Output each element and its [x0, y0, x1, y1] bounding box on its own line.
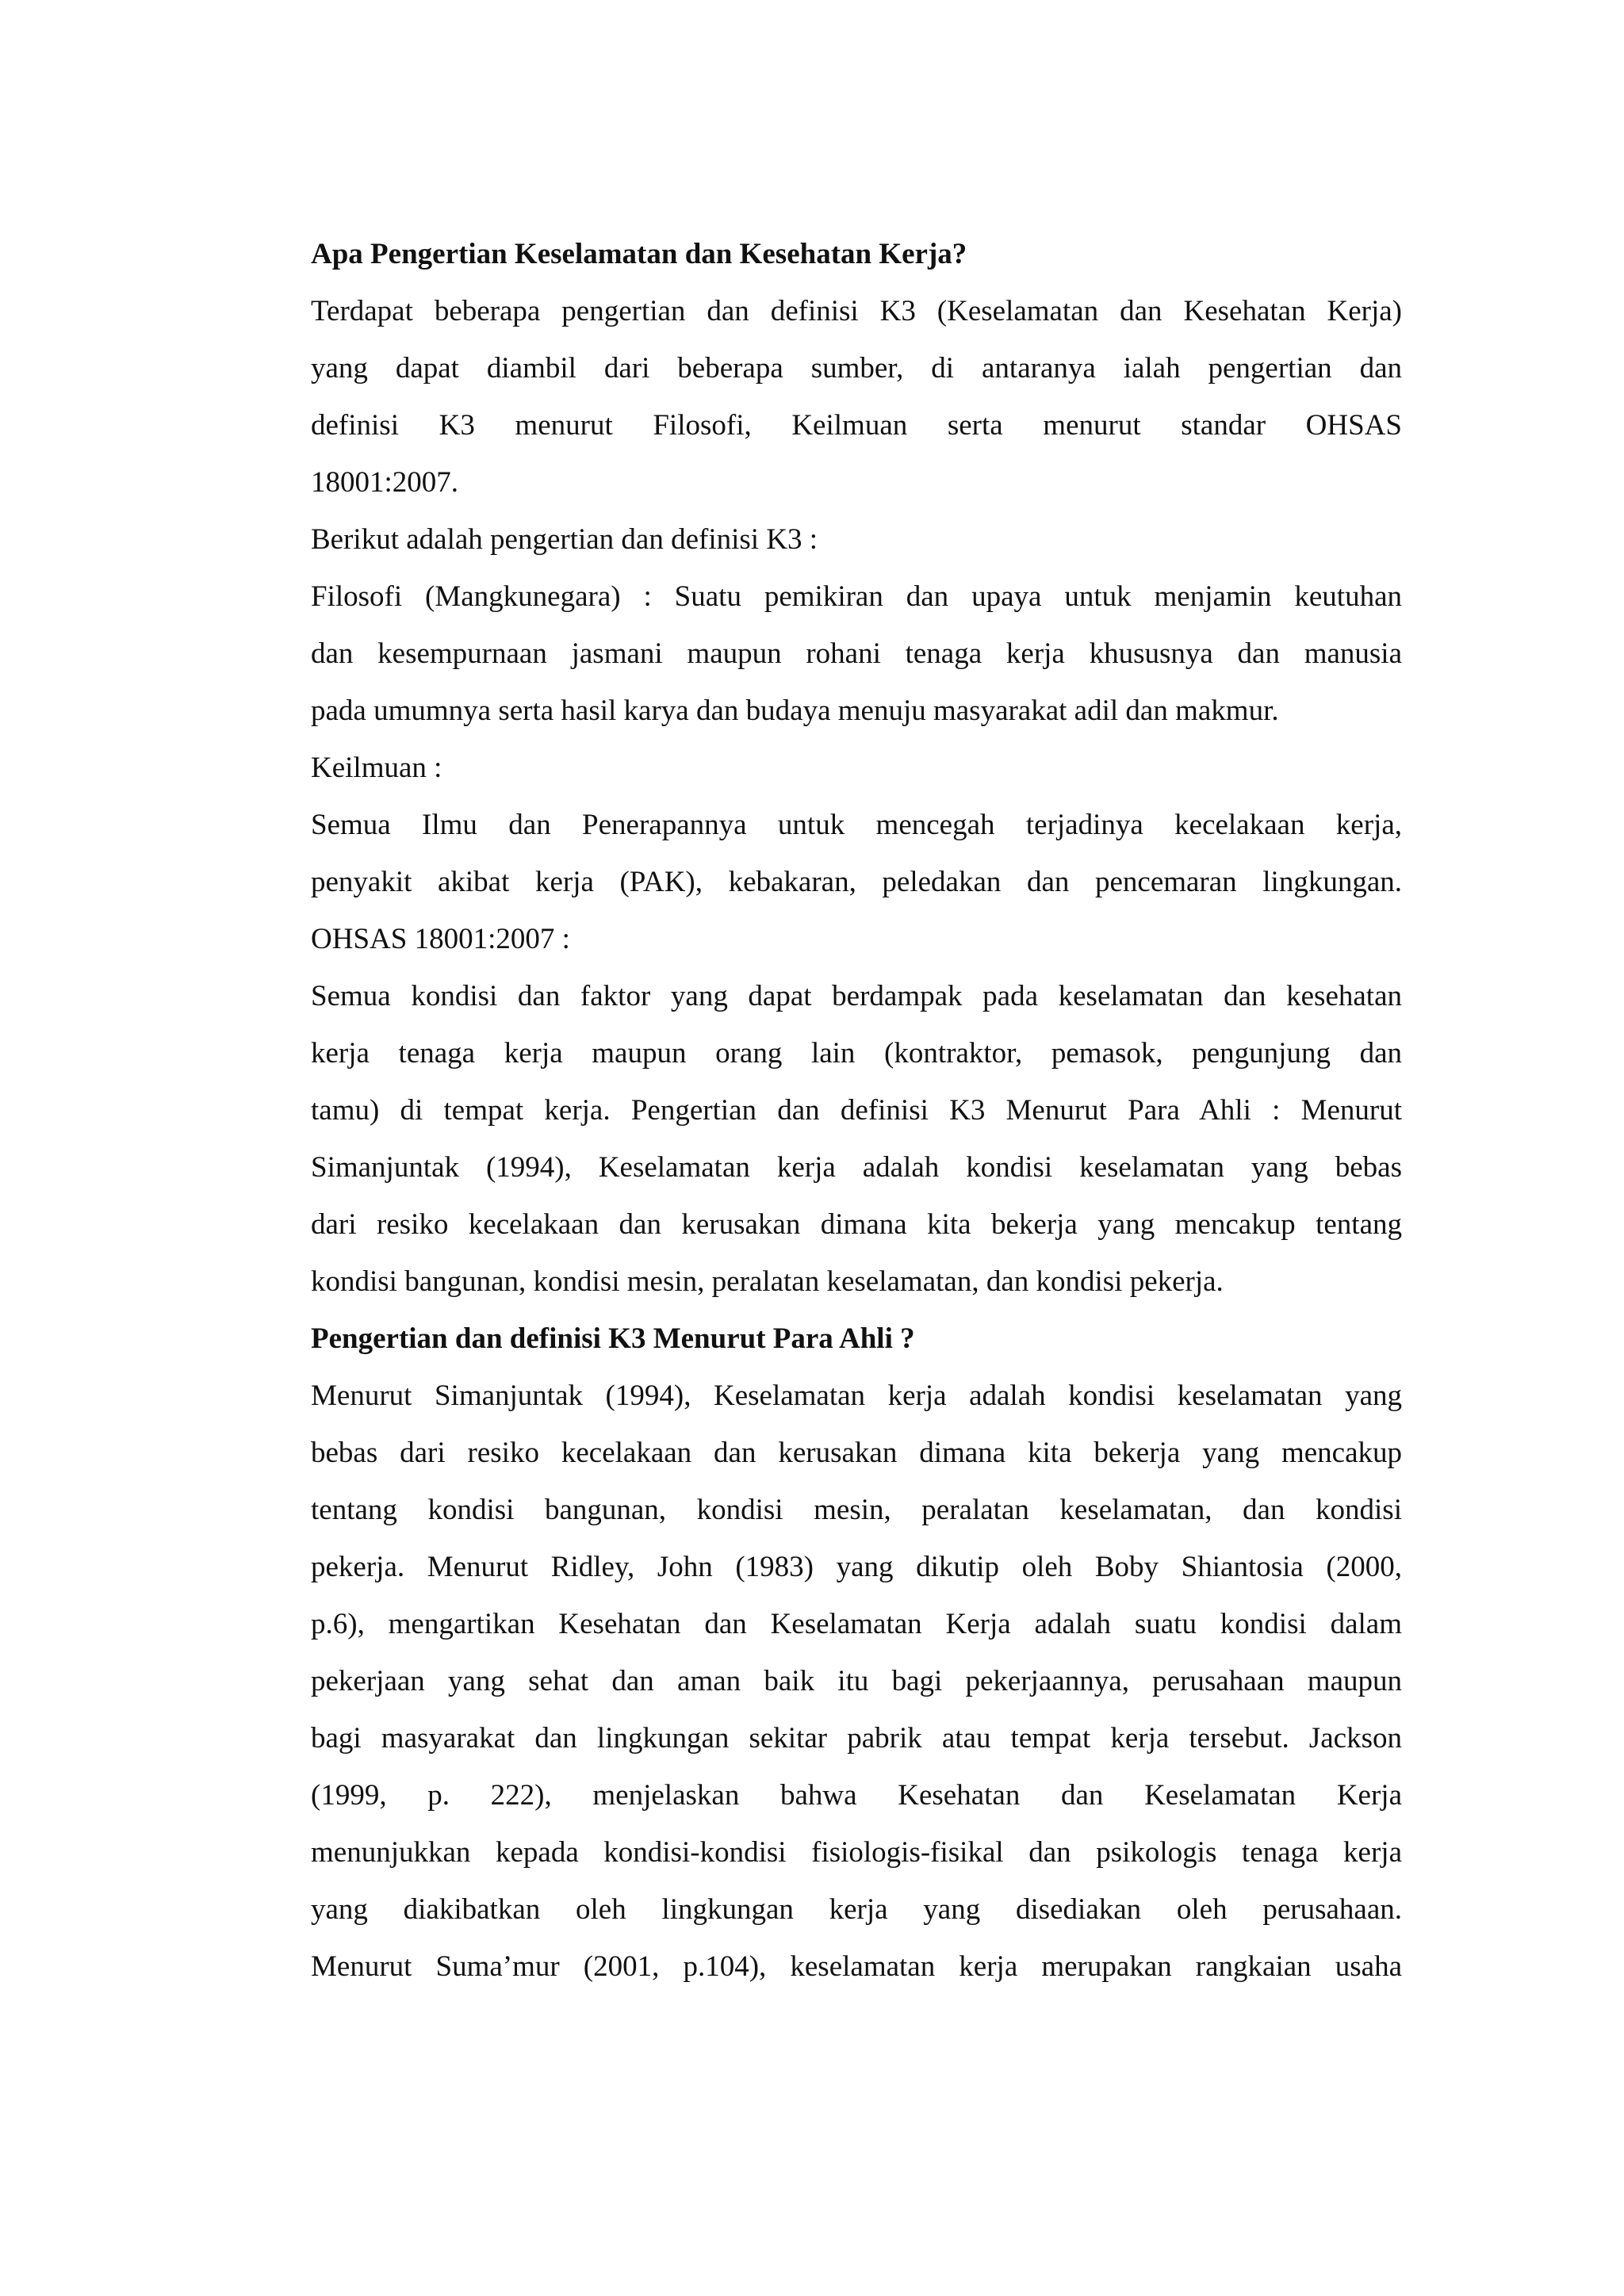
heading-pengertian-k3: Apa Pengertian Keselamatan dan Kesehatan Kerja?: [311, 238, 967, 270]
paragraph-line: definisi K3 menurut Filosofi, Keilmuan serta menurut standar OHSAS: [311, 409, 1402, 442]
paragraph-line: tentang kondisi bangunan, kondisi mesin, peralatan keselamatan, dan kondisi: [311, 1494, 1402, 1526]
paragraph-line: yang dapat diambil dari beberapa sumber, di antaranya ialah pengertian dan: [311, 352, 1402, 385]
paragraph-line: penyakit akibat kerja (PAK), kebakaran, peledakan dan pencemaran lingkungan.: [311, 866, 1402, 898]
paragraph-line: tamu) di tempat kerja. Pengertian dan definisi K3 Menurut Para Ahli : Menurut: [311, 1094, 1402, 1127]
paragraph-line: dan kesempurnaan jasmani maupun rohani tenaga kerja khususnya dan manusia: [311, 637, 1402, 670]
paragraph-line: Filosofi (Mangkunegara) : Suatu pemikiran dan upaya untuk menjamin keutuhan: [311, 580, 1402, 613]
paragraph-line: kondisi bangunan, kondisi mesin, peralatan keselamatan, dan kondisi pekerja.: [311, 1265, 1224, 1298]
paragraph-line: Terdapat beberapa pengertian dan definisi K3 (Keselamatan dan Kesehatan Kerja): [311, 295, 1402, 327]
paragraph-line: menunjukkan kepada kondisi-kondisi fisiologis-fisikal dan psikologis tenaga kerja: [311, 1836, 1402, 1869]
paragraph-line: p.6), mengartikan Kesehatan dan Keselamatan Kerja adalah suatu kondisi dalam: [311, 1608, 1402, 1640]
paragraph-line: pada umumnya serta hasil karya dan budaya menuju masyarakat adil dan makmur.: [311, 695, 1279, 727]
paragraph-line: OHSAS 18001:2007 :: [311, 923, 570, 955]
paragraph-line: Simanjuntak (1994), Keselamatan kerja adalah kondisi keselamatan yang bebas: [311, 1151, 1402, 1184]
paragraph-line: bebas dari resiko kecelakaan dan kerusakan dimana kita bekerja yang mencakup: [311, 1437, 1402, 1469]
paragraph-line: pekerja. Menurut Ridley, John (1983) yang dikutip oleh Boby Shiantosia (2000,: [311, 1551, 1402, 1583]
paragraph-line: (1999, p. 222), menjelaskan bahwa Kesehatan dan Keselamatan Kerja: [311, 1779, 1402, 1812]
paragraph-line: Menurut Simanjuntak (1994), Keselamatan kerja adalah kondisi keselamatan yang: [311, 1380, 1402, 1412]
paragraph-line: Menurut Suma’mur (2001, p.104), keselamatan kerja merupakan rangkaian usaha: [311, 1950, 1402, 1983]
paragraph-line: 18001:2007.: [311, 466, 459, 499]
paragraph-line: Berikut adalah pengertian dan definisi K3 :: [311, 523, 818, 556]
paragraph-line: kerja tenaga kerja maupun orang lain (kontraktor, pemasok, pengunjung dan: [311, 1037, 1402, 1070]
paragraph-line: Keilmuan :: [311, 752, 442, 784]
paragraph-line: pekerjaan yang sehat dan aman baik itu bagi pekerjaannya, perusahaan maupun: [311, 1665, 1402, 1697]
document-page: [311, 226, 1402, 1996]
heading-menurut-para-ahli: Pengertian dan definisi K3 Menurut Para Ahli ?: [311, 1322, 915, 1355]
paragraph-line: bagi masyarakat dan lingkungan sekitar pabrik atau tempat kerja tersebut. Jackson: [311, 1722, 1402, 1755]
paragraph-line: Semua kondisi dan faktor yang dapat berdampak pada keselamatan dan kesehatan: [311, 980, 1402, 1012]
paragraph-line: Semua Ilmu dan Penerapannya untuk mencegah terjadinya kecelakaan kerja,: [311, 809, 1402, 841]
paragraph-line: yang diakibatkan oleh lingkungan kerja yang disediakan oleh perusahaan.: [311, 1893, 1402, 1926]
paragraph-line: dari resiko kecelakaan dan kerusakan dimana kita bekerja yang mencakup tentang: [311, 1208, 1402, 1241]
